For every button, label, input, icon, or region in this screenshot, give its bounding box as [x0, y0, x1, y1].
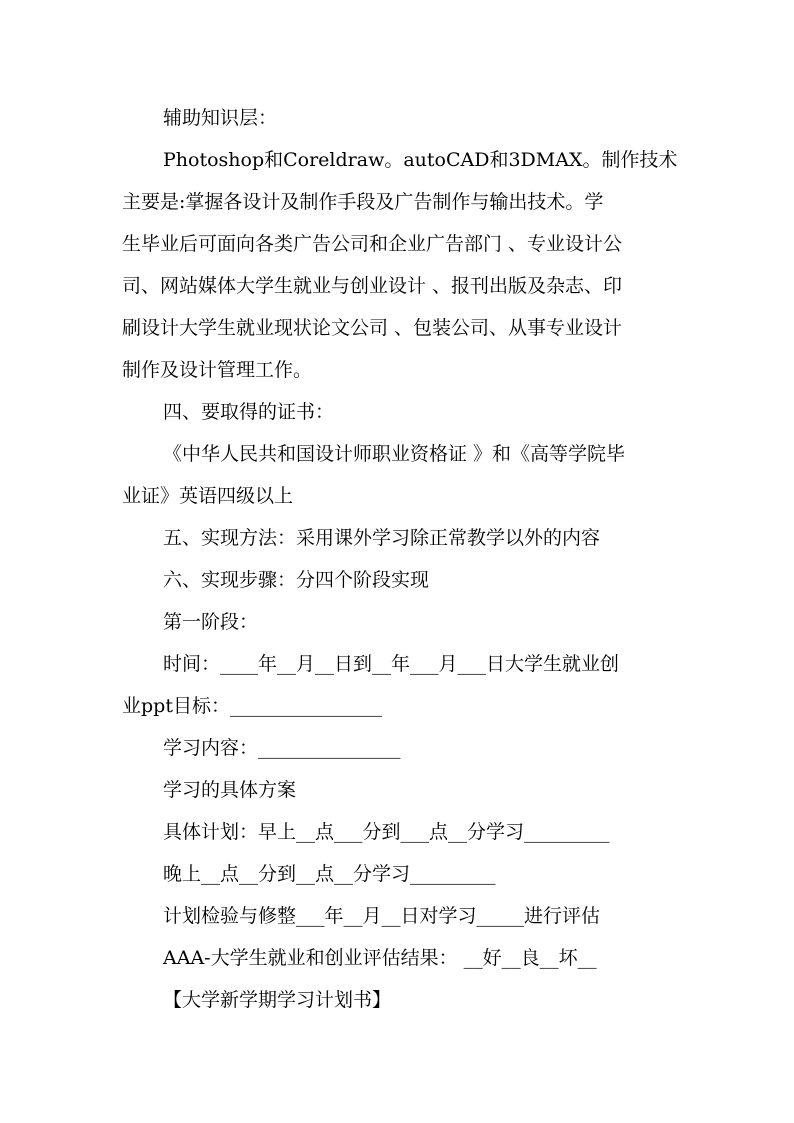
- evening-plan-line: 晚上__点__分到__点__分学习_________: [163, 863, 496, 885]
- evaluation-result-line: AAA-大学生就业和创业评估结果： __好__良__坏__: [163, 947, 597, 969]
- paragraph-software-line: 制作及设计管理工作。: [122, 359, 313, 381]
- paragraph-software-line: Photoshop和Coreldraw。autoCAD和3DMAX。制作技术: [163, 149, 678, 171]
- document-title-bracketed: 【大学新学期学习计划书】: [163, 989, 392, 1011]
- section-heading-certificates: 四、要取得的证书：: [163, 401, 335, 423]
- paragraph-software-line: 生毕业后可面向各类广告公司和企业广告部门 、专业设计公: [122, 233, 623, 255]
- paragraph-heading-aux-knowledge: 辅助知识层：: [163, 107, 278, 129]
- paragraph-software-line: 司、网站媒体大学生就业与创业设计 、报刊出版及杂志、印: [122, 275, 623, 297]
- study-content-line: 学习内容：_______________: [163, 737, 401, 759]
- paragraph-certificates-line: 业证》英语四级以上: [122, 485, 294, 507]
- paragraph-software-line: 刷设计大学生就业现状论文公司 、包装公司、从事专业设计: [122, 317, 623, 339]
- stage-time-line: 时间：____年__月__日到__年___月___日大学生就业创: [163, 653, 620, 675]
- plan-review-line: 计划检验与修整___年__月__日对学习_____进行评估: [163, 905, 601, 927]
- stage-goal-line: 业ppt目标：________________: [122, 695, 382, 717]
- study-plan-heading: 学习的具体方案: [163, 779, 297, 801]
- section-heading-method: 五、实现方法：采用课外学习除正常教学以外的内容: [163, 527, 601, 549]
- paragraph-software-line: 主要是:掌握各设计及制作手段及广告制作与输出技术。学: [122, 191, 604, 213]
- morning-plan-line: 具体计划：早上__点___分到___点__分学习_________: [163, 821, 610, 843]
- stage-heading: 第一阶段：: [163, 611, 259, 633]
- paragraph-certificates-line: 《中华人民共和国设计师职业资格证 》和《高等学院毕: [163, 443, 626, 465]
- section-heading-steps: 六、实现步骤：分四个阶段实现: [163, 569, 430, 591]
